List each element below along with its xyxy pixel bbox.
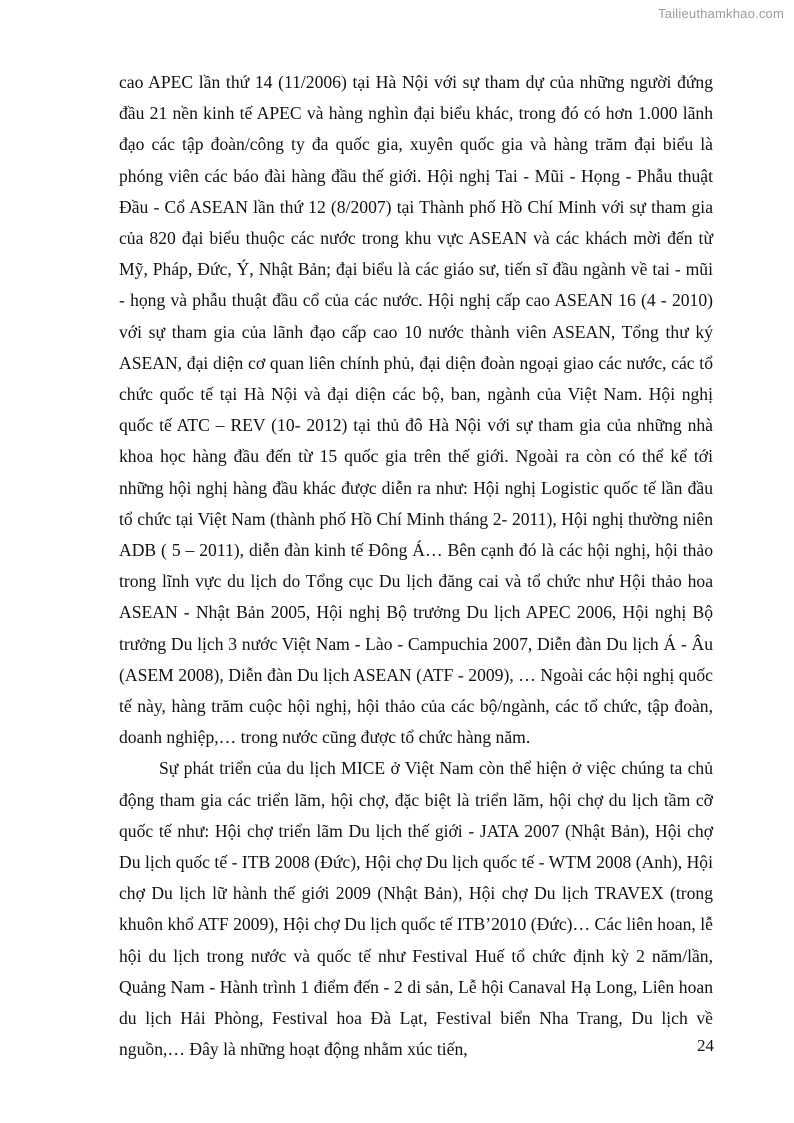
watermark-text: Tailieuthamkhao.com xyxy=(658,6,784,21)
page-number: 24 xyxy=(697,1036,714,1055)
paragraph-continuation: cao APEC lần thứ 14 (11/2006) tại Hà Nội với sự tham dự của những người đứng đầu 21 nền kinh tế APEC và hàng nghìn đại biểu khác, trong đó có hơn 1.000 lãnh đạo các tập đoàn/công ty đa quốc gia, xuyên quốc gia và hàng trăm đại biểu là phóng viên các báo đài hàng đầu thế giới. Hội nghị Tai - Mũi - Họng - Phẫu thuật Đầu - Cổ ASEAN lần thứ 12 (8/2007) tại Thành phố Hồ Chí Minh với sự tham gia của 820 đại biểu thuộc các nước trong khu vực ASEAN và các khách mời đến từ Mỹ, Pháp, Đức, Ý, Nhật Bản; đại biểu là các giáo sư, tiến sĩ đầu ngành về tai - mũi - họng và phẫu thuật đầu cổ của các nước. Hội nghị cấp cao ASEAN 16 (4 - 2010) với sự tham gia của lãnh đạo cấp cao 10 nước thành viên ASEAN, Tổng thư ký ASEAN, đại diện cơ quan liên chính phủ, đại diện đoàn ngoại giao các nước, các tổ chức quốc tế tại Hà Nội và đại diện các bộ, ban, ngành của Việt Nam. Hội nghị quốc tế ATC – REV (10- 2012) tại thủ đô Hà Nội với sự tham gia của những nhà khoa học hàng đầu đến từ 15 quốc gia trên thế giới. Ngoài ra còn có thể kể tới những hội nghị hàng đầu khác được diễn ra như: Hội nghị Logistic quốc tế lần đầu tổ chức tại Việt Nam (thành phố Hồ Chí Minh tháng 2- 2011), Hội nghị thường niên ADB ( 5 – 2011), diễn đàn kinh tế Đông Á… Bên cạnh đó là các hội nghị, hội thảo trong lĩnh vực du lịch do Tổng cục Du lịch đăng cai và tổ chức như Hội thảo hoa ASEAN - Nhật Bản 2005, Hội nghị Bộ trưởng Du lịch APEC 2006, Hội nghị Bộ trưởng Du lịch 3 nước Việt Nam - Lào - Campuchia 2007, Diễn đàn Du lịch Á - Âu (ASEM 2008), Diễn đàn Du lịch ASEAN (ATF - 2009), … Ngoài các hội nghị quốc tế này, hàng trăm cuộc hội nghị, hội thảo của các bộ/ngành, các tổ chức, tập đoàn, doanh nghiệp,… trong nước cũng được tổ chức hàng năm. xyxy=(119,72,713,748)
paragraph-mice-development: Sự phát triển của du lịch MICE ở Việt Nam còn thể hiện ở việc chúng ta chủ động tham gia các triển lãm, hội chợ, đặc biệt là triển lãm, hội chợ du lịch tầm cỡ quốc tế như: Hội chợ triển lãm Du lịch thế giới - JATA 2007 (Nhật Bản), Hội chợ Du lịch quốc tế - ITB 2008 (Đức), Hội chợ Du lịch quốc tế - WTM 2008 (Anh), Hội chợ Du lịch lữ hành thế giới 2009 (Nhật Bản), Hội chợ Du lịch TRAVEX (trong khuôn khổ ATF 2009), Hội chợ Du lịch quốc tế ITB’2010 (Đức)… Các liên hoan, lễ hội du lịch trong nước và quốc tế như Festival Huế tổ chức định kỳ 2 năm/lần, Quảng Nam - Hành trình 1 điểm đến - 2 di sản, Lễ hội Canaval Hạ Long, Liên hoan du lịch Hải Phòng, Festival hoa Đà Lạt, Festival biển Nha Trang, Du lịch về nguồn,… Đây là những hoạt động nhằm xúc tiến, xyxy=(119,758,713,1060)
page-body xyxy=(119,67,713,1066)
